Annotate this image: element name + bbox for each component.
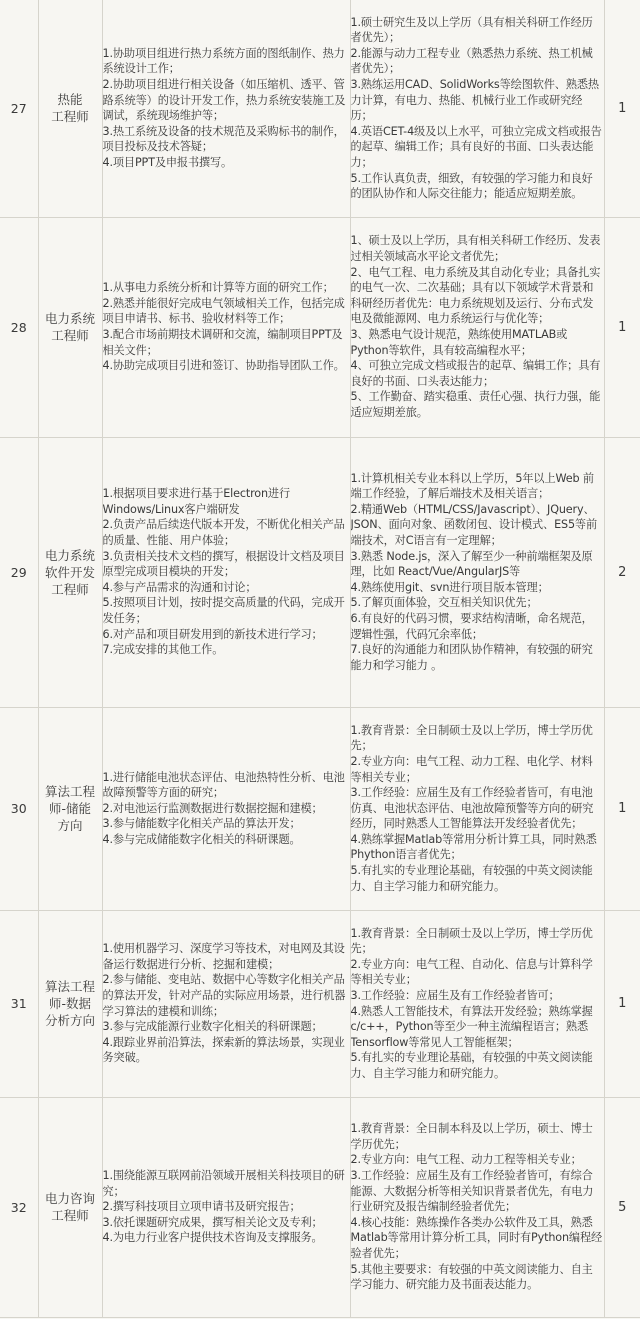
requirement-item: 3.熟练运用CAD、SolidWorks等绘图软件、熟悉热力计算，有电力、热能、机械行业工作或研究经历； xyxy=(350,78,599,123)
job-title xyxy=(38,217,102,437)
row-number: 29 xyxy=(0,437,38,707)
job-title-line: 软件开发 xyxy=(44,564,95,580)
requirement-item: 4.熟练掌握Matlab等常用分析计算工具，同时熟悉Phython语言者优先； xyxy=(350,832,597,862)
requirement-item: 2.专业方向：电气工程、自动化、信息与计算科学等相关专业； xyxy=(350,957,593,987)
duty-item: 4.协助完成项目引进和签订、协助指导团队工作。 xyxy=(102,359,345,373)
requirement-item: 6.有良好的代码习惯，要求结构清晰，命名规范，逻辑性强，代码冗余率低； xyxy=(350,611,593,641)
job-title xyxy=(38,910,102,1097)
duty-item: 4.项目PPT及申报书撰写。 xyxy=(102,156,233,170)
row-number: 32 xyxy=(0,1097,38,1317)
duty-item: 3.参与储能数字化相关产品的算法开发； xyxy=(102,817,301,831)
job-requirements xyxy=(350,910,604,1097)
job-title-line: 工程师 xyxy=(51,581,89,597)
requirement-item: 2.专业方向：电气工程、动力工程、电化学、材料等相关专业； xyxy=(350,754,593,784)
job-title-line: 师-数据 xyxy=(48,996,91,1011)
job-title-line: 电力咨询 xyxy=(44,1191,95,1206)
duty-item: 3.配合市场前期技术调研和交流，编制项目PPT及相关文件； xyxy=(102,328,343,357)
requirement-item: 5.有扎实的专业理论基础，有较强的中英文阅读能力、自主学习能力和研究能力。 xyxy=(350,864,593,893)
requirement-item: 3、熟悉电气设计规范，熟练使用MATLAB或Python等软件，具有较高编程水平； xyxy=(350,328,568,357)
job-requirements xyxy=(350,0,604,217)
table-row xyxy=(0,0,640,217)
table-row xyxy=(0,707,640,910)
requirement-item: 1.计算机相关专业本科以上学历，5年以上Web 前端工作经验，了解后端技术及相关语言； xyxy=(350,471,594,501)
job-title-line: 方向 xyxy=(57,818,83,833)
job-title-line: 算法工程 xyxy=(44,979,95,994)
job-title-line: 电力系统 xyxy=(44,547,95,563)
row-number: 27 xyxy=(0,0,38,217)
requirement-item: 7.良好的沟通能力和团队协作精神，有较强的研究能力和学习能力 。 xyxy=(350,643,593,672)
requirement-item: 1.教育背景：全日制本科及以上学历，硕士、博士学历优先； xyxy=(350,1122,593,1151)
headcount: 2 xyxy=(604,437,640,707)
job-title-line: 电力系统 xyxy=(44,311,95,326)
requirement-item: 5.有扎实的专业理论基础，有较强的中英文阅读能力、自主学习能力和研究能力。 xyxy=(350,1051,593,1080)
duty-item: 2.熟悉并能很好完成电气领域相关工作，包括完成项目申请书、标书、验收材料等工作； xyxy=(102,296,345,326)
requirement-item: 1.教育背景：全日制硕士及以上学历，博士学历优先； xyxy=(350,723,593,753)
table-row xyxy=(0,437,640,707)
duty-item: 2.对电池运行监测数据进行数据挖掘和建模； xyxy=(102,801,323,815)
duty-item: 2.参与储能、变电站、数据中心等数字化相关产品的算法开发，针对产品的实际应用场景，进行机器学习算法的建模和训练； xyxy=(102,973,346,1018)
requirement-item: 2.专业方向：电气工程、动力工程等相关专业； xyxy=(350,1153,582,1167)
job-title-line: 师-储能 xyxy=(48,801,91,816)
duty-item: 6.对产品和项目研发用到的新技术进行学习； xyxy=(102,627,323,641)
job-duties xyxy=(102,437,350,707)
requirement-item: 3.工作经验：应届生及有工作经验者皆可； xyxy=(350,988,560,1002)
duty-item: 3.依托课题研究成果，撰写相关论文及专利； xyxy=(102,1215,323,1229)
requirement-item: 5.了解页面体验，交互相关知识优先； xyxy=(350,596,538,610)
job-duties xyxy=(102,1097,350,1317)
duty-item: 1.从事电力系统分析和计算等方面的研究工作； xyxy=(102,281,334,295)
requirement-item: 3.工作经验：应届生及有工作经验者皆可，有综合能源、大数据分析等相关知识背景者优先，有电力行业研究及报告编制经验者优先； xyxy=(350,1169,594,1214)
duty-item: 7.完成安排的其他工作。 xyxy=(102,643,224,657)
job-duties xyxy=(102,910,350,1097)
requirement-item: 1、硕士及以上学历，具有相关科研工作经历、发表过相关领域高水平论文者优先； xyxy=(350,234,601,264)
duty-item: 1.使用机器学习、深度学习等技术，对电网及其设备运行数据进行分析、挖掘和建模； xyxy=(102,942,345,971)
job-title-line: 分析方向 xyxy=(44,1013,95,1028)
duty-item: 4.参与产品需求的沟通和讨论； xyxy=(102,580,257,594)
requirement-item: 1.教育背景：全日制硕士及以上学历，博士学历优先； xyxy=(350,926,593,956)
headcount: 5 xyxy=(604,1097,640,1317)
requirement-item: 4.熟练使用git、svn进行项目版本管理； xyxy=(350,580,549,594)
job-title-line: 算法工程 xyxy=(44,784,95,799)
requirement-item: 4、可独立完成文档或报告的起草、编辑工作；具有良好的书面、口头表达能力； xyxy=(350,359,601,388)
duty-item: 2.撰写科技项目立项申请书及研究报告； xyxy=(102,1200,301,1214)
requirement-item: 3.熟悉 Node.js，深入了解至少一种前端框架及原理，比如 React/Vue/AngularJS等 xyxy=(350,549,593,579)
headcount: 1 xyxy=(604,910,640,1097)
row-number: 28 xyxy=(0,217,38,437)
job-title xyxy=(38,0,102,217)
duty-item: 1.围绕能源互联网前沿领域开展相关科技项目的研究； xyxy=(102,1169,345,1198)
duty-item: 4.参与完成储能数字化相关的科研课题。 xyxy=(102,832,301,846)
job-duties xyxy=(102,707,350,910)
duty-item: 2.协助项目组进行相关设备（如压缩机、透平、管路系统等）的设计开发工作，热力系统安装施工及调试，系统现场维护等； xyxy=(102,78,346,123)
duty-item: 2.负责产品后续迭代版本开发，不断优化相关产品的质量、性能、用户体验； xyxy=(102,518,345,548)
requirement-item: 2.能源与动力工程专业（熟悉热力系统、热工机械者优先）； xyxy=(350,46,593,76)
job-title xyxy=(38,437,102,707)
duty-item: 4.跟踪业界前沿算法，探索新的算法场景，实现业务突破。 xyxy=(102,1035,345,1065)
requirement-item: 2.精通Web（HTML/CSS/Javascript）、JQuery、JSON、面向对象、函数闭包、设计模式、ES5等前端技术，对C语言有一定理解； xyxy=(350,502,597,548)
headcount: 1 xyxy=(604,217,640,437)
job-duties xyxy=(102,217,350,437)
requirement-item: 4.核心技能：熟练操作各类办公软件及工具，熟悉Matlab等常用计算分析工具，同时有Python编程经验者优先； xyxy=(350,1215,603,1260)
row-number: 30 xyxy=(0,707,38,910)
requirement-item: 5.工作认真负责，细致，有较强的学习能力和良好的团队协作和人际交往能力；能适应短期差旅。 xyxy=(350,171,593,201)
table-row xyxy=(0,217,640,437)
row-number: 31 xyxy=(0,910,38,1097)
duty-item: 3.参与完成能源行业数字化相关的科研课题； xyxy=(102,1020,323,1034)
requirement-item: 3.工作经验：应届生及有工作经验者皆可，有电池仿真、电池状态评估、电池故障预警等方向的研究经历，同时熟悉人工智能算法开发经验者优先； xyxy=(350,786,594,831)
duty-item: 1.根据项目要求进行基于Electron进行Windows/Linux客户端研发 xyxy=(102,487,291,516)
job-title xyxy=(38,707,102,910)
requirement-item: 5.其他主要要求：有较强的中英文阅读能力、自主学习能力、研究能力及书面表达能力。 xyxy=(350,1262,593,1292)
job-title-line: 工程师 xyxy=(51,109,89,125)
headcount: 1 xyxy=(604,707,640,910)
job-duties xyxy=(102,0,350,217)
requirement-item: 1.硕士研究生及以上学历（具有相关科研工作经历者优先）； xyxy=(350,15,593,45)
requirement-item: 4.熟悉人工智能技术，有算法开发经验；熟练掌握c/c++，Python等至少一种主流编程语言；熟悉Tensorflow等常见人工智能框架； xyxy=(350,1004,593,1049)
job-requirements xyxy=(350,1097,604,1317)
table-row xyxy=(0,1097,640,1317)
headcount: 1 xyxy=(604,0,640,217)
job-requirements xyxy=(350,707,604,910)
duty-item: 5.按照项目计划，按时提交高质量的代码，完成开发任务； xyxy=(102,596,345,625)
duty-item: 1.进行储能电池状态评估、电池热特性分析、电池故障预警等方面的研究； xyxy=(102,770,345,800)
requirement-item: 5、工作勤奋、踏实稳重、责任心强、执行力强，能适应短期差旅。 xyxy=(350,390,601,419)
job-title-line: 工程师 xyxy=(51,328,89,343)
job-requirements xyxy=(350,217,604,437)
job-title-line: 工程师 xyxy=(51,1208,89,1223)
requirement-item: 2、电气工程、电力系统及其自动化专业；具备扎实的电气一次、二次基础；具有以下领域学术背景和科研经历者优先：电力系统规划及运行、分布式发电及微能源网、电力系统运行与优化等； xyxy=(350,265,601,326)
job-requirements xyxy=(350,437,604,707)
table-row xyxy=(0,910,640,1097)
duty-item: 3.负责相关技术文档的撰写，根据设计文档及项目原型完成项目模块的开发； xyxy=(102,549,345,579)
duty-item: 1.协助项目组进行热力系统方面的图纸制作、热力系统设计工作； xyxy=(102,46,345,76)
job-title-line: 热能 xyxy=(57,92,83,108)
duty-item: 4.为电力行业客户提供技术咨询及支撑服务。 xyxy=(102,1231,323,1245)
duty-item: 3.热工系统及设备的技术规范及采购标书的制作，项目投标及技术答疑； xyxy=(102,124,345,154)
requirement-item: 4.英语CET-4级及以上水平，可独立完成文档或报告的起草、编辑工作；具有良好的书面、口头表达能力； xyxy=(350,124,602,170)
job-title xyxy=(38,1097,102,1317)
